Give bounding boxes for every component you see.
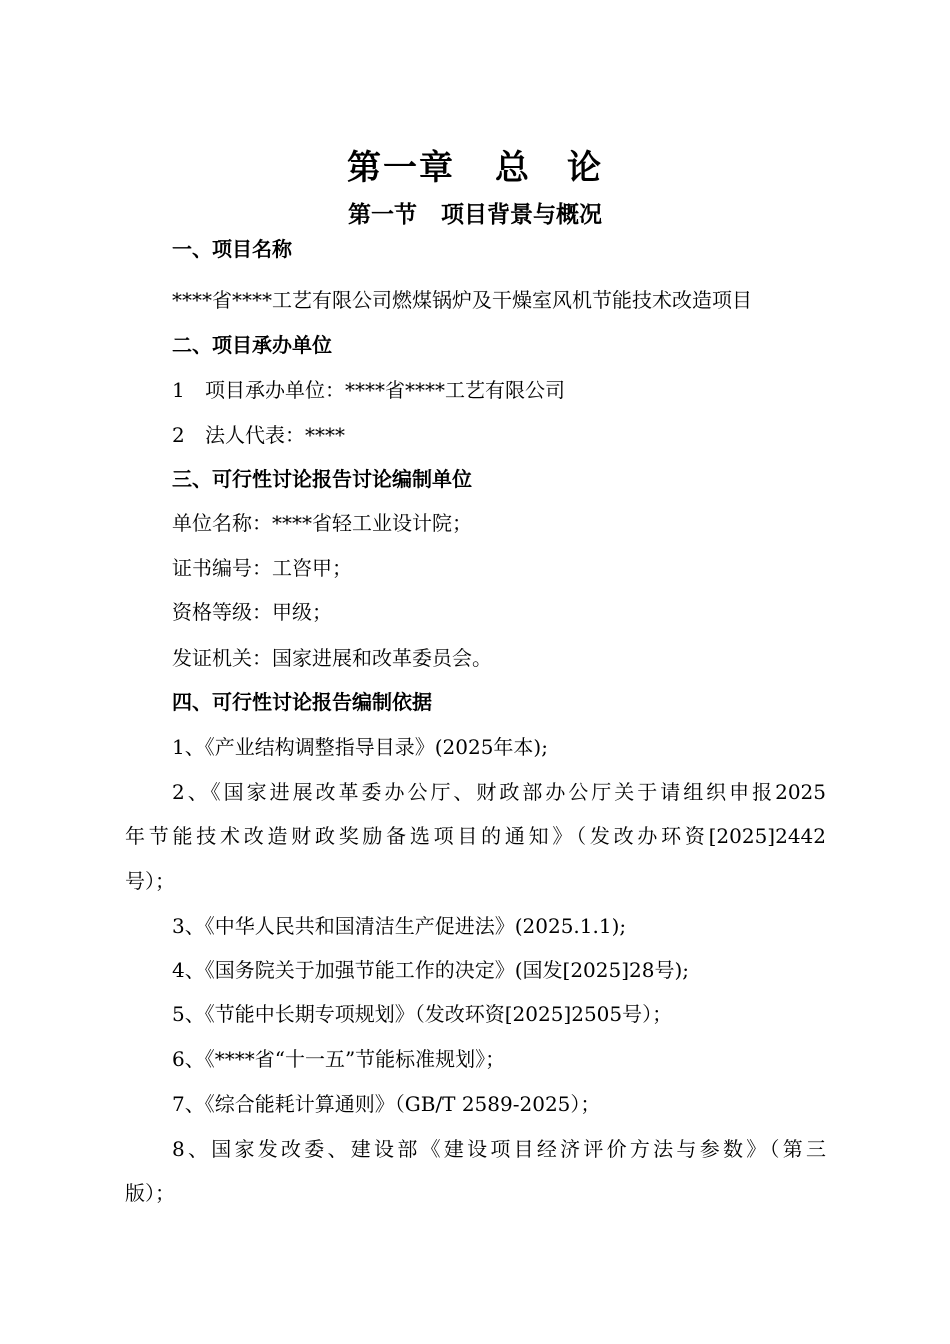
- basis-item: 4、《国务院关于加强节能工作的决定》(国发[2025]28号);: [172, 958, 690, 982]
- basis-item-continued: 号）；: [125, 869, 175, 893]
- heading-compiler: 三、可行性讨论报告讨论编制单位: [172, 467, 472, 491]
- basis-item: 3、《中华人民共和国清洁生产促进法》(2025.1.1);: [172, 914, 627, 938]
- heading-basis: 四、可行性讨论报告编制依据: [172, 690, 432, 714]
- cert-number: 证书编号：工咨甲；: [172, 556, 352, 580]
- section-title-name: 项目背景与概况: [441, 202, 602, 228]
- legal-rep-line: [172, 420, 826, 450]
- section-title-number: 第一节: [348, 202, 417, 228]
- basis-item: 1、《产业结构调整指导目录》(2025年本);: [172, 735, 548, 759]
- chapter-title-name: 总 论: [495, 148, 603, 188]
- section-title: [0, 196, 950, 229]
- qualification-grade: 资格等级：甲级；: [172, 600, 332, 624]
- basis-item: 2、《国家进展改革委办公厅、财政部办公厅关于请组织申报2025: [172, 780, 826, 804]
- undertaker-text: 项目承办单位：****省****工艺有限公司: [205, 378, 565, 402]
- undertaker-line: [172, 375, 826, 405]
- basis-item-continued: 年节能技术改造财政奖励备选项目的通知》（发改办环资[2025]2442: [125, 824, 826, 848]
- heading-project-name: 一、项目名称: [172, 237, 292, 261]
- legal-rep-text: 法人代表：****: [205, 423, 345, 447]
- undertaker-number: 1: [172, 378, 185, 402]
- basis-item: 6、《****省“十一五”节能标准规划》；: [172, 1047, 506, 1071]
- issuing-authority: 发证机关：国家进展和改革委员会。: [172, 646, 492, 670]
- chapter-title-number: 第一章: [347, 148, 455, 188]
- heading-undertaker: 二、项目承办单位: [172, 333, 332, 357]
- unit-name: 单位名称：****省轻工业设计院；: [172, 511, 472, 535]
- legal-rep-number: 2: [172, 423, 185, 447]
- project-name-text: ****省****工艺有限公司燃煤锅炉及干燥室风机节能技术改造项目: [172, 288, 752, 312]
- basis-item: 7、《综合能耗计算通则》（GB/T 2589-2025）；: [172, 1092, 601, 1116]
- chapter-title: [0, 140, 950, 189]
- basis-item-continued: 版）；: [125, 1181, 175, 1205]
- basis-item: 8、国家发改委、建设部《建设项目经济评价方法与参数》（第三: [172, 1137, 826, 1161]
- basis-item: 5、《节能中长期专项规划》（发改环资[2025]2505号）；: [172, 1002, 673, 1026]
